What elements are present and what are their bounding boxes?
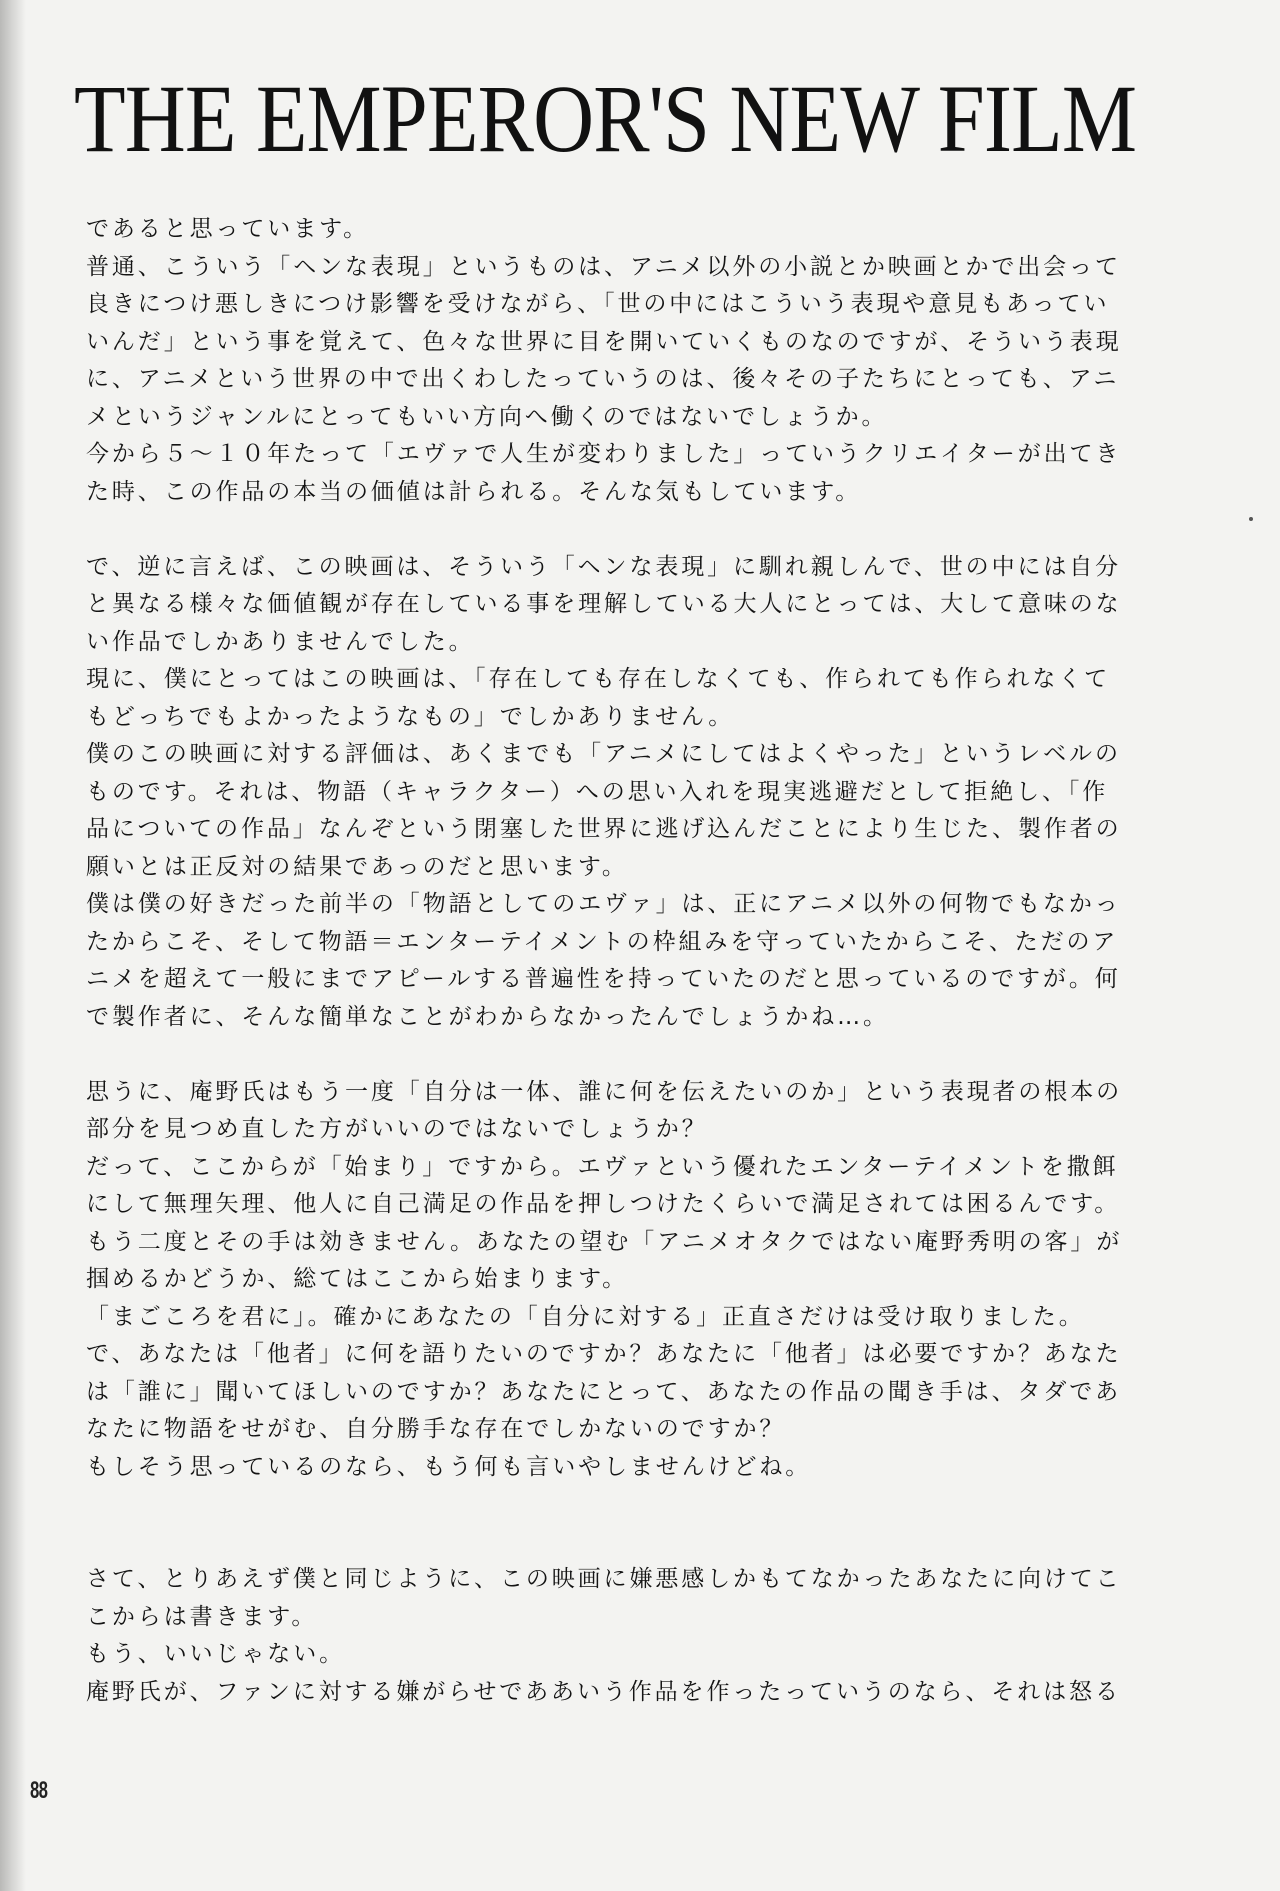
text-line: ものです。それは、物語（キャラクター）への思い入れを現実逃避だとして拒絶し、「作 <box>86 778 1109 805</box>
text-line: 思うに、庵野氏はもう一度「自分は一体、誰に何を伝えたいのか」という表現者の根本の <box>86 1078 1122 1105</box>
text-line: 掴めるかどうか、総てはここから始まります。 <box>86 1266 629 1292</box>
text-line: もどっちでもよかったようなもの」でしかありません。 <box>86 703 735 730</box>
text-line: い作品でしかありませんでした。 <box>86 628 475 655</box>
text-line: 品についての作品」なんぞという閉塞した世界に逃げ込んだことにより生じた、製作者の <box>86 816 1122 842</box>
text-line: こからは書きます。 <box>86 1603 318 1630</box>
text-line: だって、ここからが「始まり」ですから。エヴァという優れたエンターテイメントを撒餌 <box>86 1153 1119 1180</box>
text-line: ニメを超えて一般にまでアピールする普遍性を持っていたのだと思っているのですが。何 <box>86 966 1121 992</box>
text-line: で、あなたは「他者」に何を語りたいのですか？あなたに「他者」は必要ですか？あなた <box>86 1341 1122 1367</box>
text-line: と異なる様々な価値観が存在している事を理解している大人にとっては、大して意味のな <box>86 591 1122 617</box>
text-line: いんだ」という事を覚えて、色々な世界に目を開いていくものなのですが、そういう表現 <box>86 328 1122 355</box>
text-line: であると思っています。 <box>86 216 370 242</box>
text-line: にして無理矢理、他人に自己満足の作品を押しつけたくらいで満足されては困るんです。 <box>86 1191 1121 1217</box>
text-line: もう二度とその手は効きません。あなたの望む「アニメオタクではない庵野秀明の客」が <box>86 1228 1123 1255</box>
text-line: 庵野氏が、ファンに対する嫌がらせでああいう作品を作ったっていうのなら、それは怒る <box>86 1678 1121 1705</box>
text-line: 現に、僕にとってはこの映画は、「存在しても存在しなくても、作られても作られなくて <box>86 666 1111 692</box>
body-text <box>86 211 1176 1711</box>
paper-speck <box>1249 517 1253 521</box>
text-line: 「まごころを君に」。確かにあなたの「自分に対する」正直さだけは受け取りました。 <box>86 1303 1085 1330</box>
text-line: もしそう思っているのなら、もう何も言いやしませんけどね。 <box>86 1453 812 1480</box>
text-line: に、アニメという世界の中で出くわしたっていうのは、後々その子たちにとっても、アニ <box>86 366 1120 392</box>
text-line: なたに物語をせがむ、自分勝手な存在でしかないのですか？ <box>86 1416 786 1442</box>
blank-line <box>86 1524 1176 1562</box>
text-line: 願いとは正反対の結果であっのだと思います。 <box>86 853 628 880</box>
text-line: 僕のこの映画に対する評価は、あくまでも「アニメにしてはよくやった」というレベルの <box>86 741 1121 767</box>
text-line: たからこそ、そして物語＝エンターテイメントの枠組みを守っていたからこそ、ただのア <box>86 928 1119 955</box>
text-line: 今から５～１０年たって「エヴァで人生が変わりました」っていうクリエイターが出てき <box>86 441 1122 467</box>
page-number: 88 <box>30 1777 48 1804</box>
text-line: で製作者に、そんな簡単なことがわからなかったんでしょうかね…。 <box>86 1003 889 1030</box>
text-line: さて、とりあえず僕と同じように、この映画に嫌悪感しかもてなかったあなたに向けてこ <box>86 1566 1122 1592</box>
blank-line <box>86 1486 1176 1524</box>
text-line: 良きにつけ悪しきにつけ影響を受けながら、「世の中にはこういう表現や意見もあってい <box>86 291 1110 317</box>
text-line: もう、いいじゃない。 <box>86 1641 345 1667</box>
text-line: 普通、こういう「ヘンな表現」というものは、アニメ以外の小説とか映画とかで出会って <box>86 253 1121 280</box>
binding-shadow <box>0 0 26 1891</box>
blank-line <box>86 1036 1176 1074</box>
blank-line <box>86 511 1176 549</box>
text-line: た時、この作品の本当の価値は計られる。そんな気もしています。 <box>86 478 862 505</box>
text-line: は「誰に」聞いてほしいのですか？あなたにとって、あなたの作品の聞き手は、タダであ <box>86 1378 1122 1405</box>
text-line: で、逆に言えば、この映画は、そういう「ヘンな表現」に馴れ親しんで、世の中には自分 <box>86 553 1122 580</box>
text-line: メというジャンルにとってもいい方向へ働くのではないでしょうか。 <box>86 403 888 430</box>
page-title: THE EMPEROR'S NEW FILM <box>74 65 1137 172</box>
text-line: 部分を見つめ直した方がいいのではないでしょうか？ <box>86 1116 708 1142</box>
text-line: 僕は僕の好きだった前半の「物語としてのエヴァ」は、正にアニメ以外の何物でもなかっ <box>86 891 1121 917</box>
